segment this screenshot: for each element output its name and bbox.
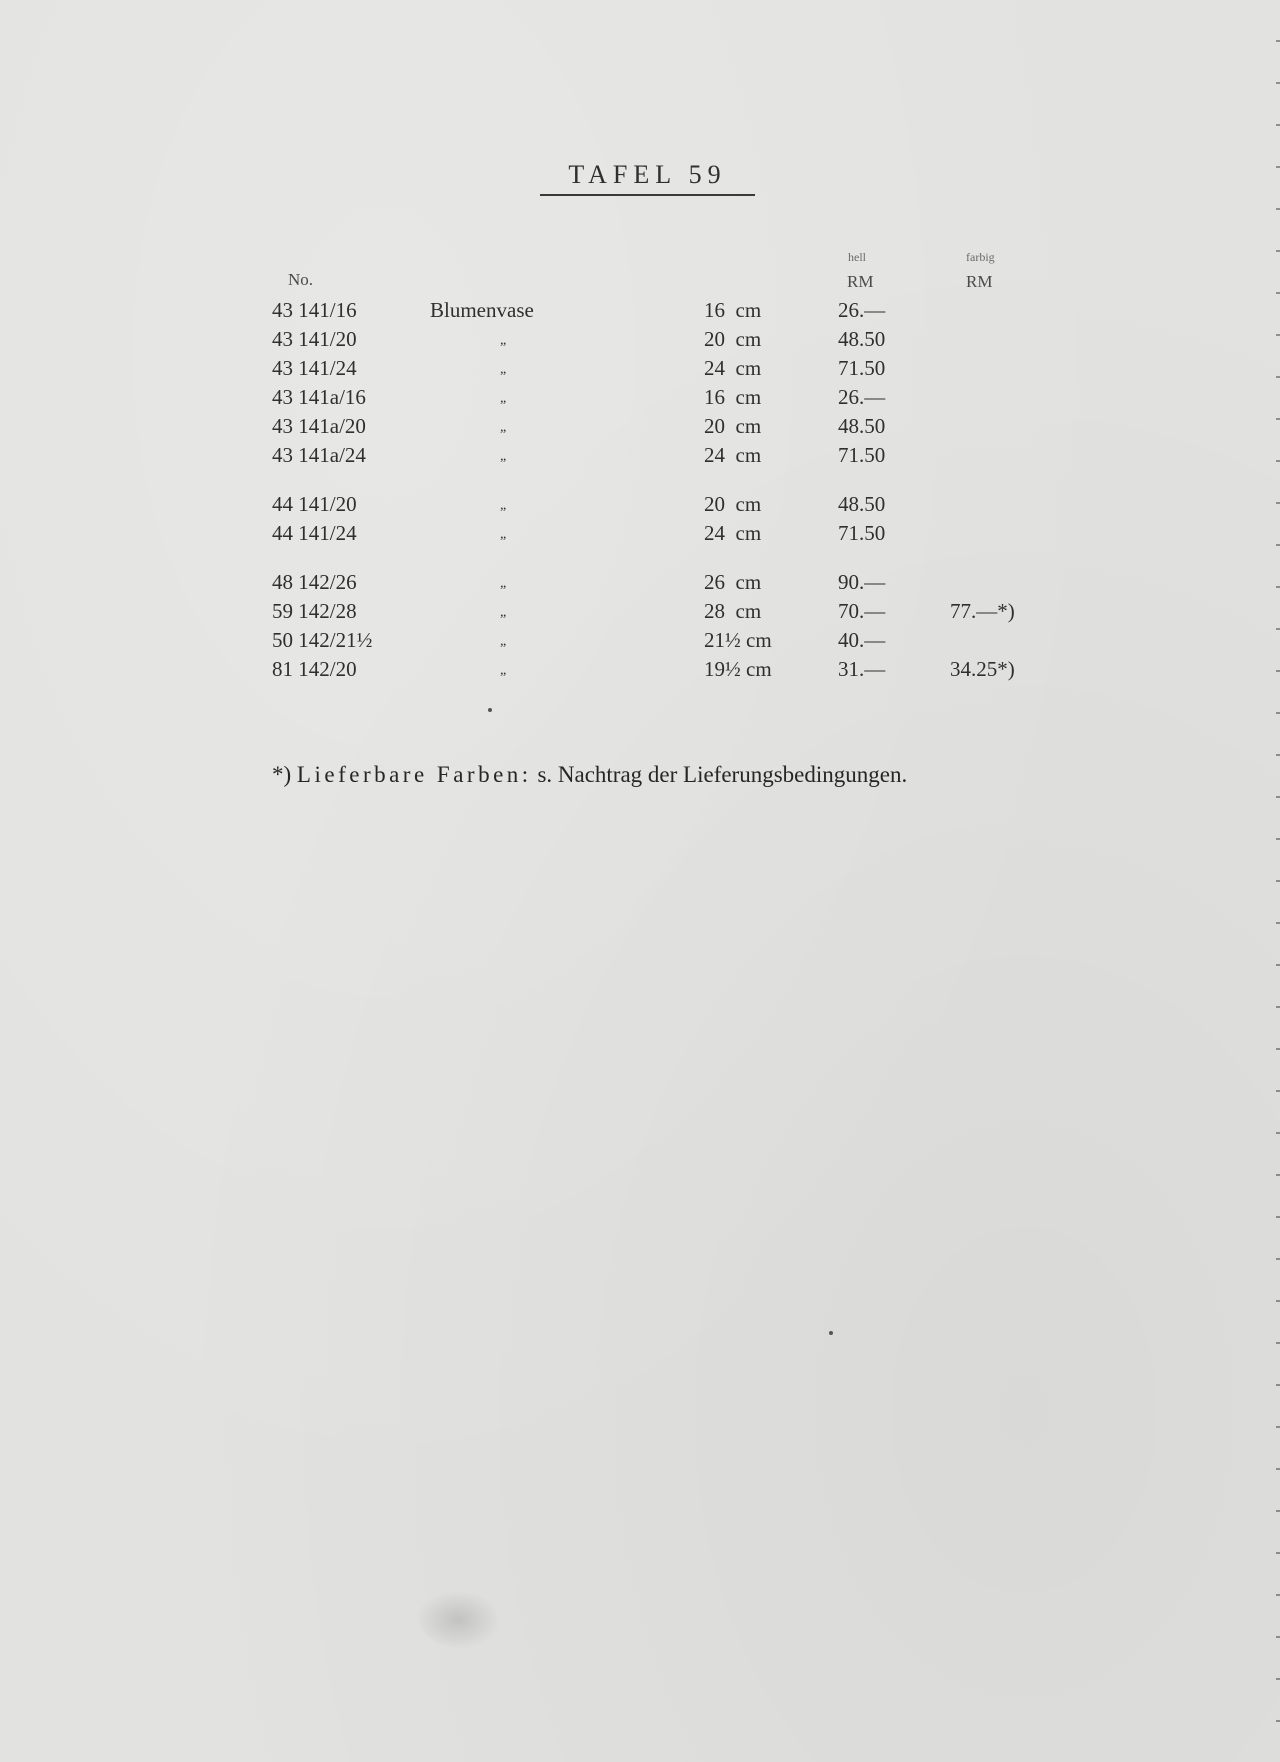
page-title: TAFEL 59 (568, 160, 727, 189)
item-name: „ (500, 634, 507, 649)
page-edge (1276, 0, 1280, 1762)
item-name: „ (500, 576, 507, 591)
table-row (0, 298, 1280, 327)
item-name: „ (500, 498, 507, 513)
table-row (0, 443, 1280, 472)
item-name: „ (500, 333, 507, 348)
item-size: 21½ cm (704, 628, 772, 652)
item-name: „ (500, 527, 507, 542)
item-size: 20 cm (704, 414, 762, 438)
footnote-marker: *) (272, 762, 292, 787)
table-row (0, 414, 1280, 443)
table-row (0, 327, 1280, 356)
price-hell: 48.50 (838, 492, 886, 516)
price-hell: 48.50 (838, 414, 886, 438)
item-size: 24 cm (704, 521, 762, 545)
item-name: Blumenvase (430, 298, 534, 322)
item-number: 44 141/24 (272, 521, 357, 545)
item-size: 20 cm (704, 492, 762, 516)
price-hell: 71.50 (838, 356, 886, 380)
item-name: „ (500, 449, 507, 464)
column-unit-hell: RM (847, 272, 874, 291)
item-name: „ (500, 663, 507, 678)
column-header-no: No. (288, 270, 314, 289)
table-row (0, 492, 1280, 521)
item-size: 28 cm (704, 599, 762, 623)
footnote-heading: Lieferbare Farben: (296, 762, 532, 787)
column-header-hell: hell (848, 250, 866, 264)
price-hell: 31.— (838, 657, 886, 681)
price-hell: 40.— (838, 628, 886, 652)
footnote-text: s. Nachtrag der Lieferungsbedingungen. (537, 762, 908, 787)
price-hell: 26.— (838, 298, 886, 322)
item-number: 59 142/28 (272, 599, 357, 623)
item-number: 43 141/20 (272, 327, 357, 351)
price-farbig: 34.25*) (950, 657, 1015, 681)
item-size: 16 cm (704, 385, 762, 409)
column-unit-farbig: RM (966, 272, 993, 291)
item-name: „ (500, 605, 507, 620)
item-number: 43 141a/16 (272, 385, 366, 409)
item-name: „ (500, 391, 507, 406)
item-size: 26 cm (704, 570, 762, 594)
item-name: „ (500, 362, 507, 377)
item-number: 43 141a/24 (272, 443, 366, 467)
item-size: 24 cm (704, 356, 762, 380)
paper-speck (829, 1331, 833, 1335)
column-header-farbig: farbig (966, 250, 995, 264)
price-hell: 71.50 (838, 521, 886, 545)
item-number: 81 142/20 (272, 657, 357, 681)
table-row (0, 521, 1280, 550)
item-number: 44 141/20 (272, 492, 357, 516)
price-hell: 26.— (838, 385, 886, 409)
footnote (272, 762, 907, 788)
price-hell: 71.50 (838, 443, 886, 467)
price-hell: 70.— (838, 599, 886, 623)
table-row (0, 657, 1280, 686)
table-row (0, 385, 1280, 414)
item-number: 43 141a/20 (272, 414, 366, 438)
table-row (0, 356, 1280, 385)
item-number: 43 141/16 (272, 298, 357, 322)
table-row (0, 570, 1280, 599)
price-hell: 90.— (838, 570, 886, 594)
item-size: 19½ cm (704, 657, 772, 681)
price-hell: 48.50 (838, 327, 886, 351)
item-name: „ (500, 420, 507, 435)
paper-stain (418, 1592, 498, 1648)
item-size: 24 cm (704, 443, 762, 467)
item-size: 20 cm (704, 327, 762, 351)
paper-speck (488, 708, 492, 712)
item-number: 43 141/24 (272, 356, 357, 380)
table-row (0, 628, 1280, 657)
table-row (0, 599, 1280, 628)
title-underline (540, 194, 755, 196)
item-number: 48 142/26 (272, 570, 357, 594)
price-farbig: 77.—*) (950, 599, 1015, 623)
item-size: 16 cm (704, 298, 762, 322)
item-number: 50 142/21½ (272, 628, 373, 652)
